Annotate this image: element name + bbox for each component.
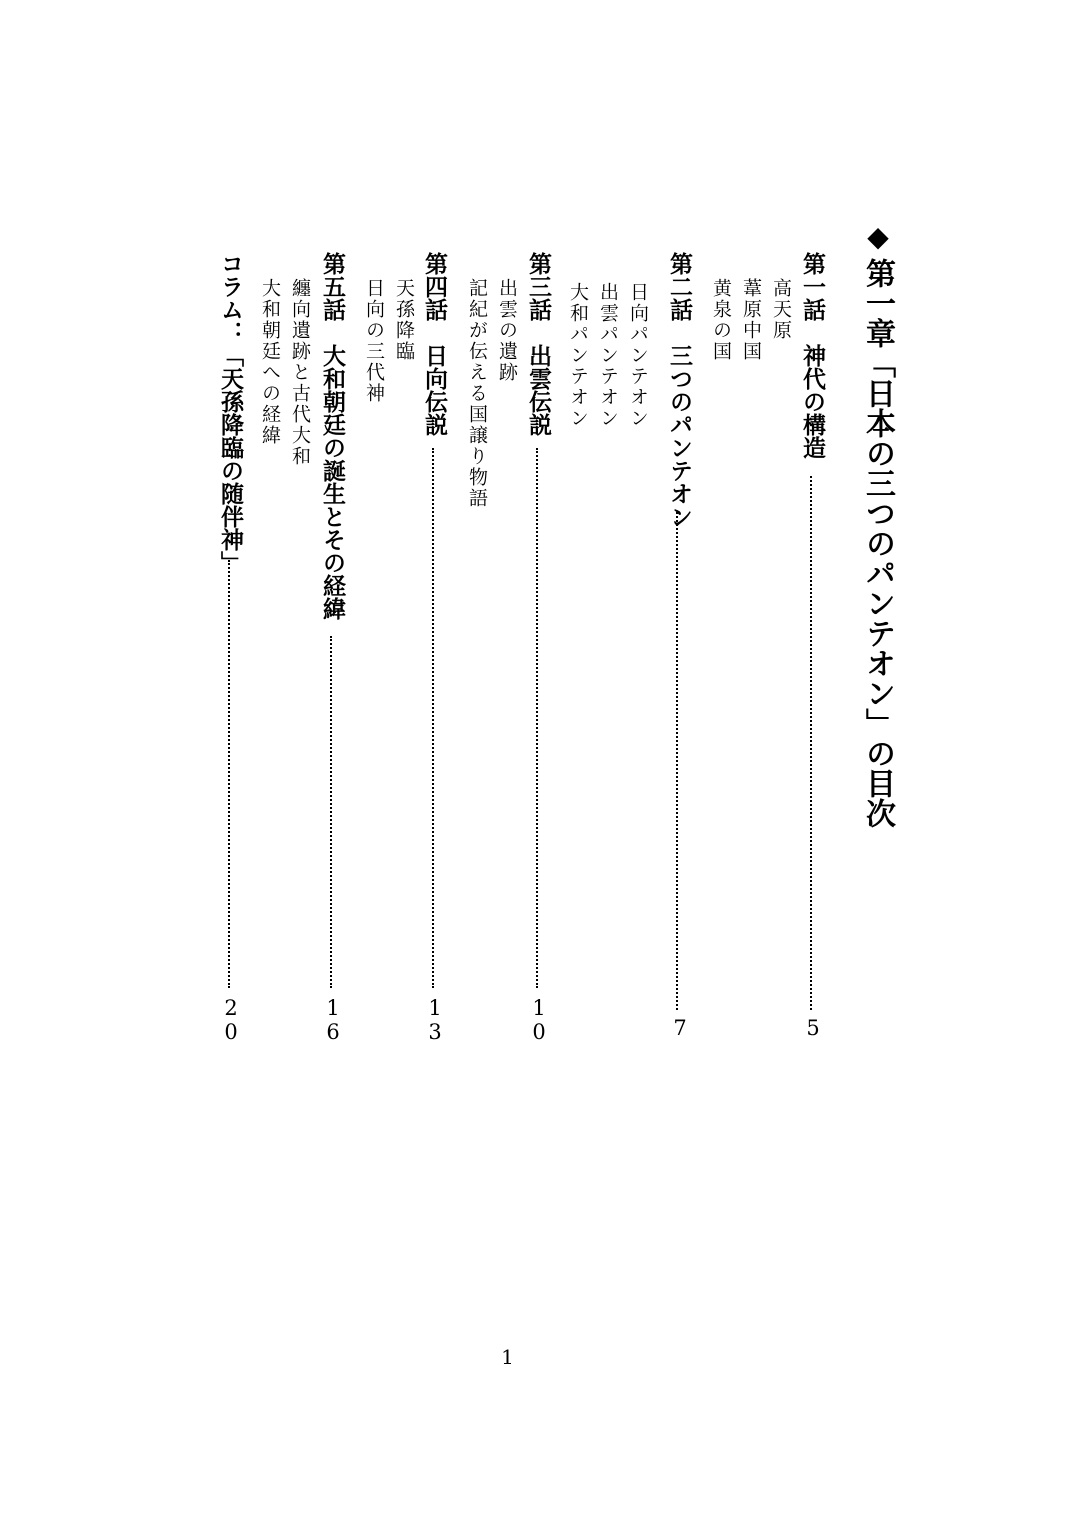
chapter-toc-title: 第一章「日本の三つのパンテオン」の目次: [860, 258, 895, 828]
toc-subitem-2-2: 出雲パンテオン: [597, 282, 619, 429]
toc-leader-4: [432, 448, 434, 988]
toc-subitem-5-2: 大和朝廷への経緯: [259, 278, 281, 446]
toc-subitem-3-1: 出雲の遺跡: [496, 278, 518, 383]
toc-subitem-2-3: 大和パンテオン: [567, 282, 589, 429]
toc-heading-1[interactable]: 第一話 神代の構造: [799, 252, 825, 459]
diamond-icon: ◆: [867, 220, 889, 253]
toc-leader-1: [810, 476, 812, 1010]
toc-page-3: 10: [527, 996, 551, 1044]
toc-subitem-1-1: 高天原: [770, 278, 792, 341]
toc-page-1: 5: [801, 1016, 825, 1040]
toc-heading-3[interactable]: 第三話 出雲伝説: [525, 252, 551, 436]
toc-page-2: 7: [668, 1016, 692, 1040]
toc-page-4: 13: [423, 996, 447, 1044]
toc-heading-4[interactable]: 第四話 日向伝説: [421, 252, 447, 436]
toc-subitem-1-2: 葦原中国: [740, 278, 762, 362]
toc-subitem-1-3: 黄泉の国: [710, 278, 732, 362]
toc-page-6: 20: [219, 996, 243, 1044]
toc-subitem-3-2: 記紀が伝える国譲り物語: [466, 278, 488, 509]
toc-heading-2[interactable]: 第二話 三つのパンテオン: [666, 252, 692, 528]
toc-leader-2: [676, 512, 678, 1010]
toc-subitem-4-2: 日向の三代神: [363, 278, 385, 404]
toc-leader-5: [330, 636, 332, 988]
toc-leader-3: [536, 448, 538, 988]
page-folio: 1: [501, 1345, 514, 1369]
toc-heading-column[interactable]: コラム：「天孫降臨の随伴神」: [217, 252, 243, 574]
toc-page-5: 16: [321, 996, 345, 1044]
toc-subitem-2-1: 日向パンテオン: [627, 282, 649, 429]
toc-subitem-5-1: 纏向遺跡と古代大和: [289, 278, 311, 467]
toc-subitem-4-1: 天孫降臨: [393, 278, 415, 362]
toc-leader-6: [228, 560, 230, 988]
toc-heading-5[interactable]: 第五話 大和朝廷の誕生とその経緯: [319, 252, 345, 620]
